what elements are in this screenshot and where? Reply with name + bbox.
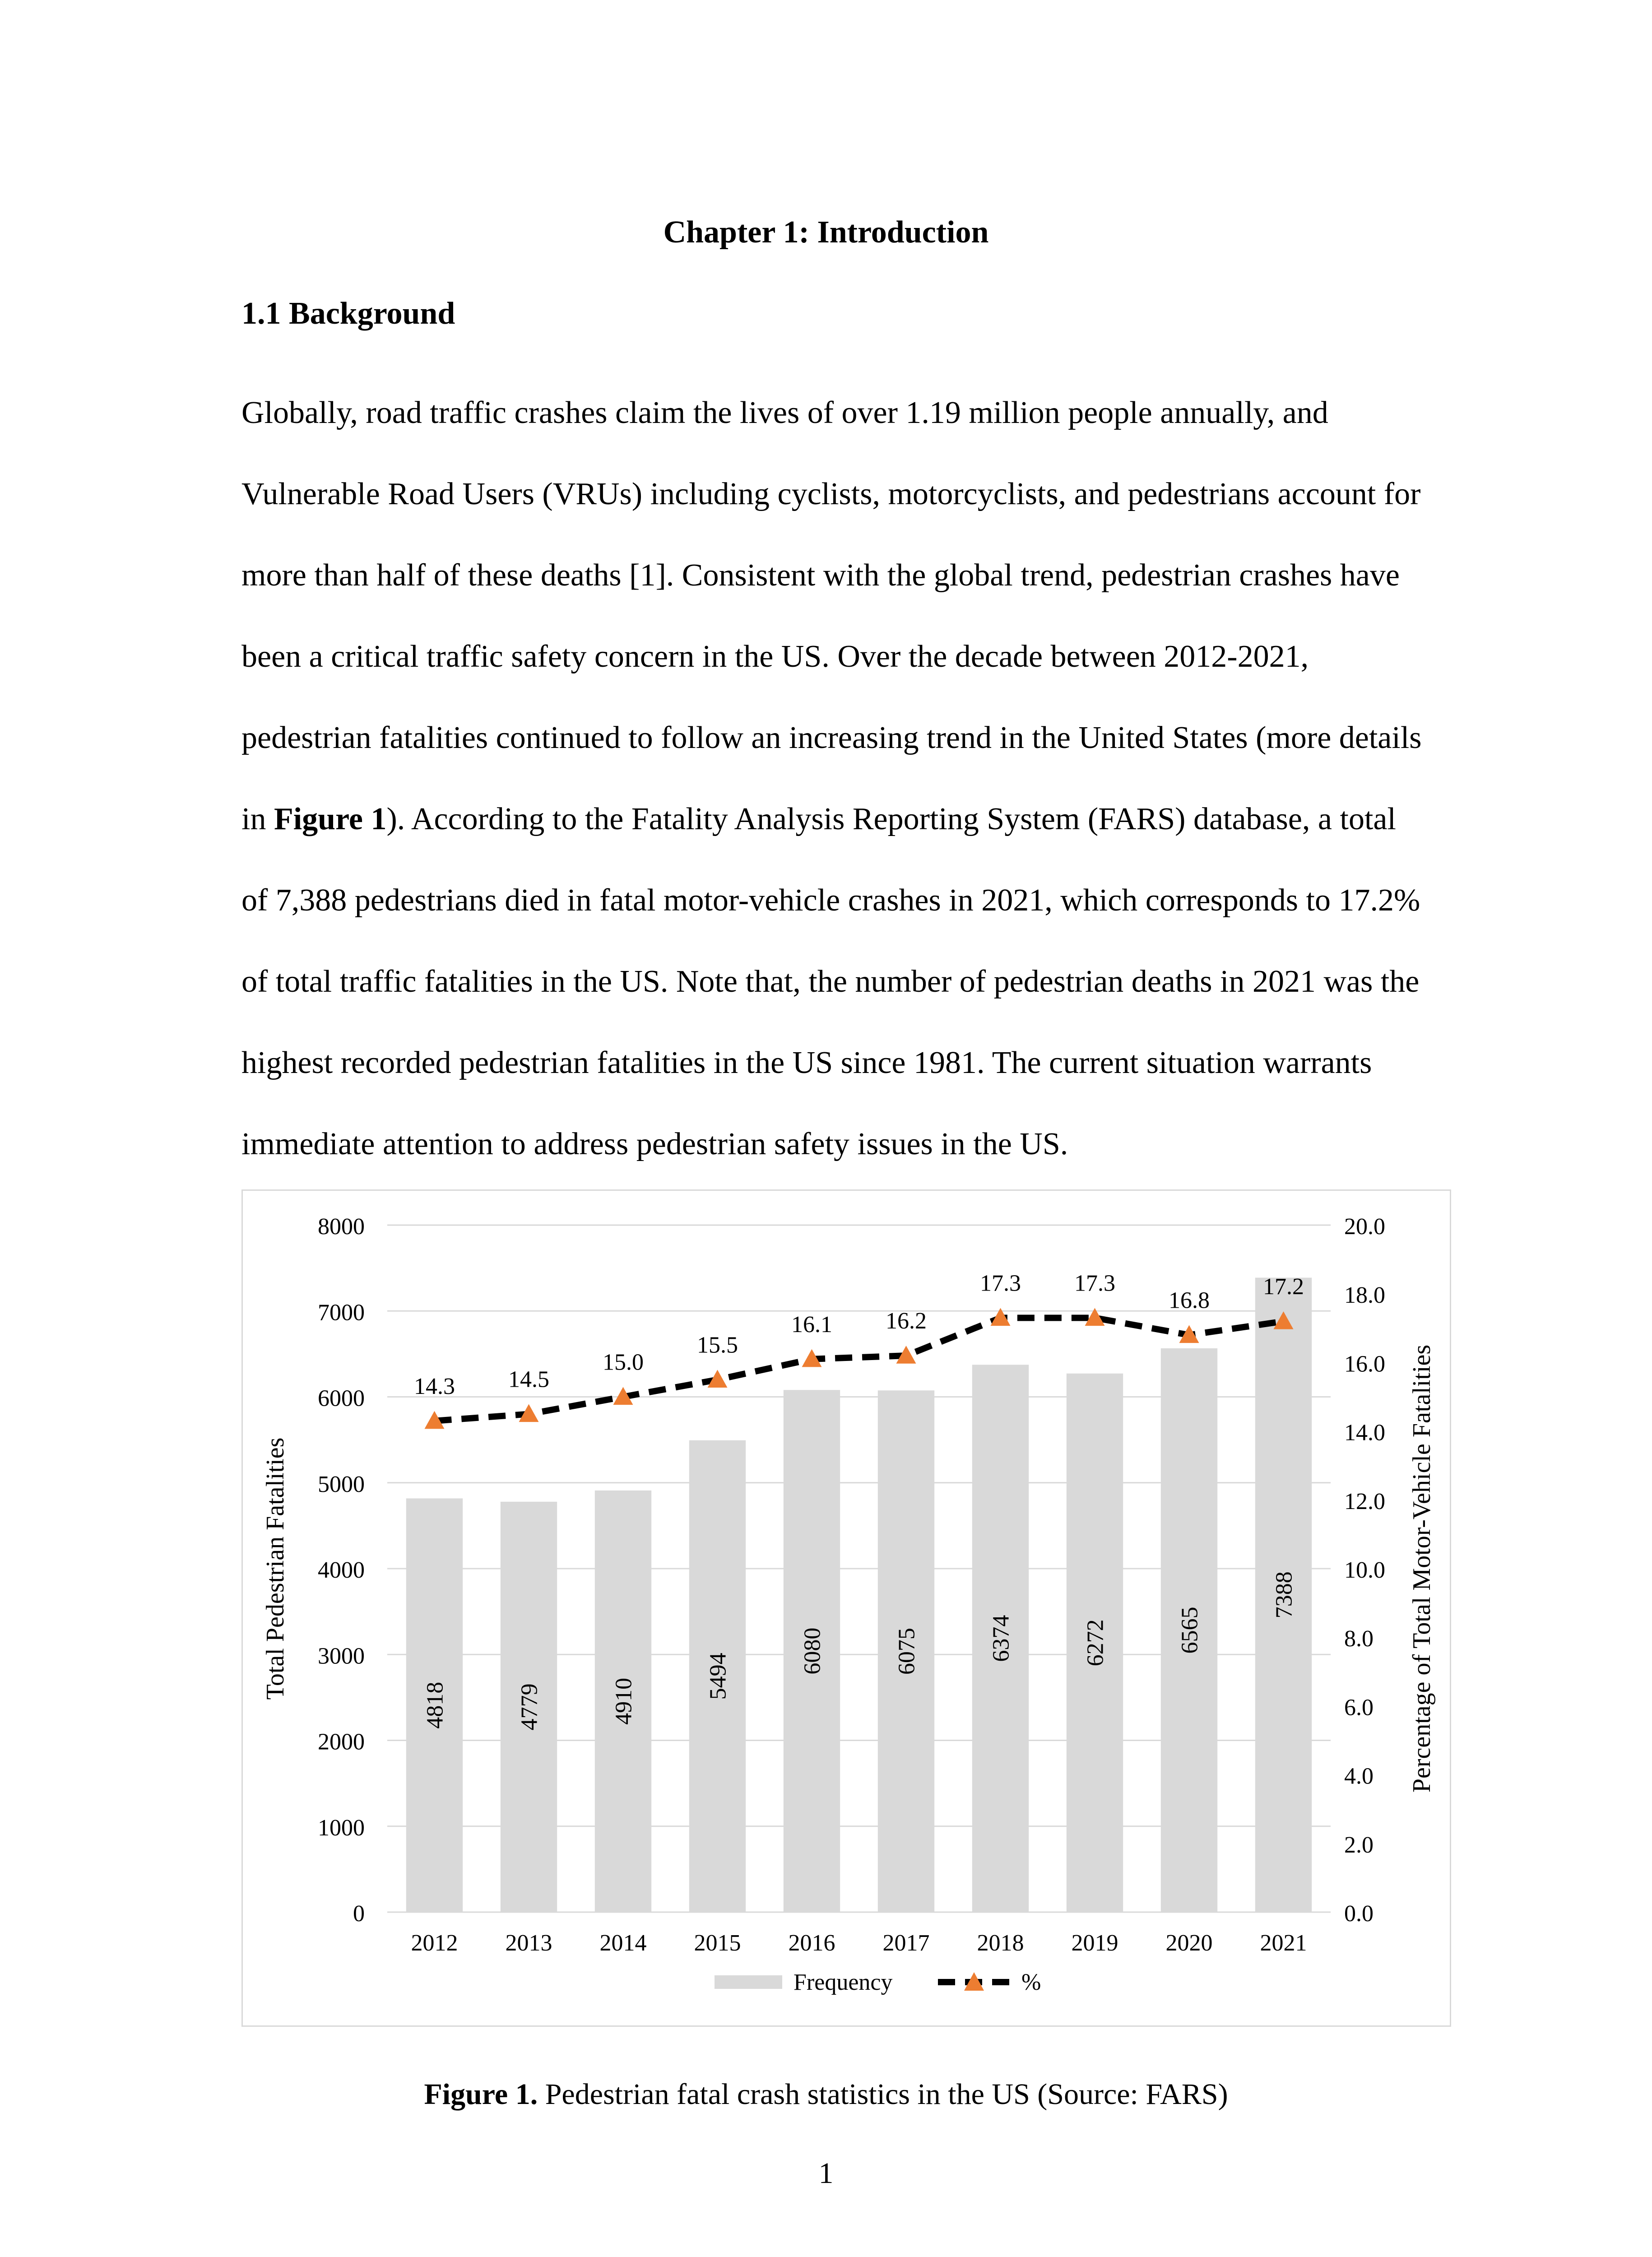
- y-tick-label: 8000: [318, 1214, 365, 1240]
- page-number: 1: [818, 2157, 834, 2190]
- y-axis-title: Total Pedestrian Fatalities: [261, 1437, 289, 1700]
- legend-swatch-frequency: [715, 1975, 782, 1989]
- paragraph-line: immediate attention to address pedestrian safety issues in the US.: [241, 1127, 1068, 1161]
- caption-text: Pedestrian fatal crash statistics in the US (Source: FARS): [538, 2078, 1228, 2111]
- point-value-label: 15.0: [603, 1349, 644, 1375]
- y2-tick-label: 2.0: [1344, 1832, 1374, 1858]
- y-tick-label: 5000: [318, 1471, 365, 1497]
- y-tick-label: 0: [353, 1901, 365, 1927]
- bar-value-label: 6565: [1177, 1607, 1203, 1654]
- bar-value-label: 6374: [988, 1615, 1014, 1662]
- x-tick-label: 2017: [882, 1930, 930, 1956]
- bar-value-label: 7388: [1271, 1571, 1297, 1619]
- point-value-label: 16.1: [791, 1311, 832, 1337]
- bar-value-label: 6075: [894, 1628, 920, 1675]
- x-tick-label: 2020: [1165, 1930, 1213, 1956]
- bar-value-label: 6080: [799, 1627, 826, 1675]
- y2-tick-label: 0.0: [1344, 1901, 1374, 1927]
- y2-axis-title: Percentage of Total Motor-Vehicle Fatalities: [1408, 1344, 1436, 1793]
- x-tick-label: 2014: [599, 1930, 647, 1956]
- x-tick-label: 2019: [1071, 1930, 1118, 1956]
- y-tick-label: 1000: [318, 1815, 365, 1841]
- y-tick-label: 6000: [318, 1385, 365, 1412]
- y2-tick-label: 12.0: [1344, 1488, 1385, 1514]
- x-tick-label: 2012: [411, 1930, 458, 1956]
- point-value-label: 14.5: [508, 1366, 549, 1393]
- point-value-label: 16.2: [886, 1308, 927, 1334]
- y2-tick-label: 16.0: [1344, 1351, 1385, 1377]
- paragraph-line: more than half of these deaths [1]. Consistent with the global trend, pedestrian crashes have: [241, 558, 1400, 593]
- y2-tick-label: 10.0: [1344, 1557, 1385, 1583]
- bar-value-label: 4910: [611, 1677, 637, 1725]
- x-tick-label: 2015: [694, 1930, 741, 1956]
- section-heading: 1.1 Background: [241, 296, 455, 331]
- background-paragraph: [241, 372, 1467, 1185]
- y2-tick-label: 18.0: [1344, 1282, 1385, 1309]
- paragraph-line: highest recorded pedestrian fatalities in the US since 1981. The current situation warrants: [241, 1045, 1372, 1080]
- paragraph-line: of 7,388 pedestrians died in fatal motor-vehicle crashes in 2021, which corresponds to 17.2%: [241, 883, 1420, 918]
- point-value-label: 17.3: [980, 1270, 1021, 1296]
- legend-label-frequency: Frequency: [794, 1969, 893, 1995]
- x-tick-label: 2016: [788, 1930, 835, 1956]
- y2-tick-label: 8.0: [1344, 1626, 1374, 1652]
- y-tick-label: 3000: [318, 1643, 365, 1669]
- x-tick-label: 2021: [1260, 1930, 1307, 1956]
- bar-value-label: 5494: [705, 1653, 731, 1700]
- point-value-label: 17.3: [1074, 1270, 1115, 1296]
- y2-tick-label: 14.0: [1344, 1420, 1385, 1446]
- point-value-label: 14.3: [414, 1373, 455, 1399]
- y2-tick-label: 6.0: [1344, 1695, 1374, 1721]
- paragraph-line: Globally, road traffic crashes claim the lives of over 1.19 million people annually, and: [241, 395, 1328, 430]
- paragraph-line: pedestrian fatalities continued to follow an increasing trend in the United States (more details: [241, 720, 1422, 755]
- figure-reference: Figure 1: [274, 802, 387, 836]
- figure-1-frame: [241, 1189, 1451, 2027]
- x-tick-label: 2018: [977, 1930, 1024, 1956]
- bar-value-label: 6272: [1082, 1619, 1109, 1667]
- y-tick-label: 2000: [318, 1729, 365, 1755]
- paragraph-line: Vulnerable Road Users (VRUs) including cyclists, motorcyclists, and pedestrians account for: [241, 477, 1421, 511]
- bar-value-label: 4818: [422, 1681, 448, 1729]
- point-value-label: 16.8: [1169, 1287, 1210, 1314]
- paragraph-line: [241, 779, 1467, 860]
- point-value-label: 15.5: [697, 1332, 738, 1358]
- y2-tick-label: 20.0: [1344, 1214, 1385, 1240]
- point-value-label: 17.2: [1263, 1274, 1304, 1300]
- x-tick-label: 2013: [505, 1930, 552, 1956]
- y-tick-label: 4000: [318, 1557, 365, 1583]
- y2-tick-label: 4.0: [1344, 1763, 1374, 1789]
- bar-value-label: 4779: [516, 1683, 543, 1731]
- pedestrian-fatalities-chart: [243, 1191, 1450, 2025]
- paragraph-text: ). According to the Fatality Analysis Reporting System (FARS) database, a total: [386, 802, 1396, 836]
- paragraph-text: in: [241, 802, 274, 836]
- y-tick-label: 7000: [318, 1300, 365, 1326]
- paragraph-line: of total traffic fatalities in the US. Note that, the number of pedestrian deaths in 2021 was the: [241, 964, 1420, 999]
- percentage-series-line: [435, 1318, 1284, 1421]
- chapter-title: Chapter 1: Introduction: [663, 215, 989, 250]
- legend-label-percent: %: [1021, 1969, 1041, 1995]
- caption-label: Figure 1.: [424, 2078, 538, 2111]
- figure-caption: [0, 2074, 1652, 2115]
- paragraph-line: been a critical traffic safety concern in the US. Over the decade between 2012-2021,: [241, 639, 1309, 674]
